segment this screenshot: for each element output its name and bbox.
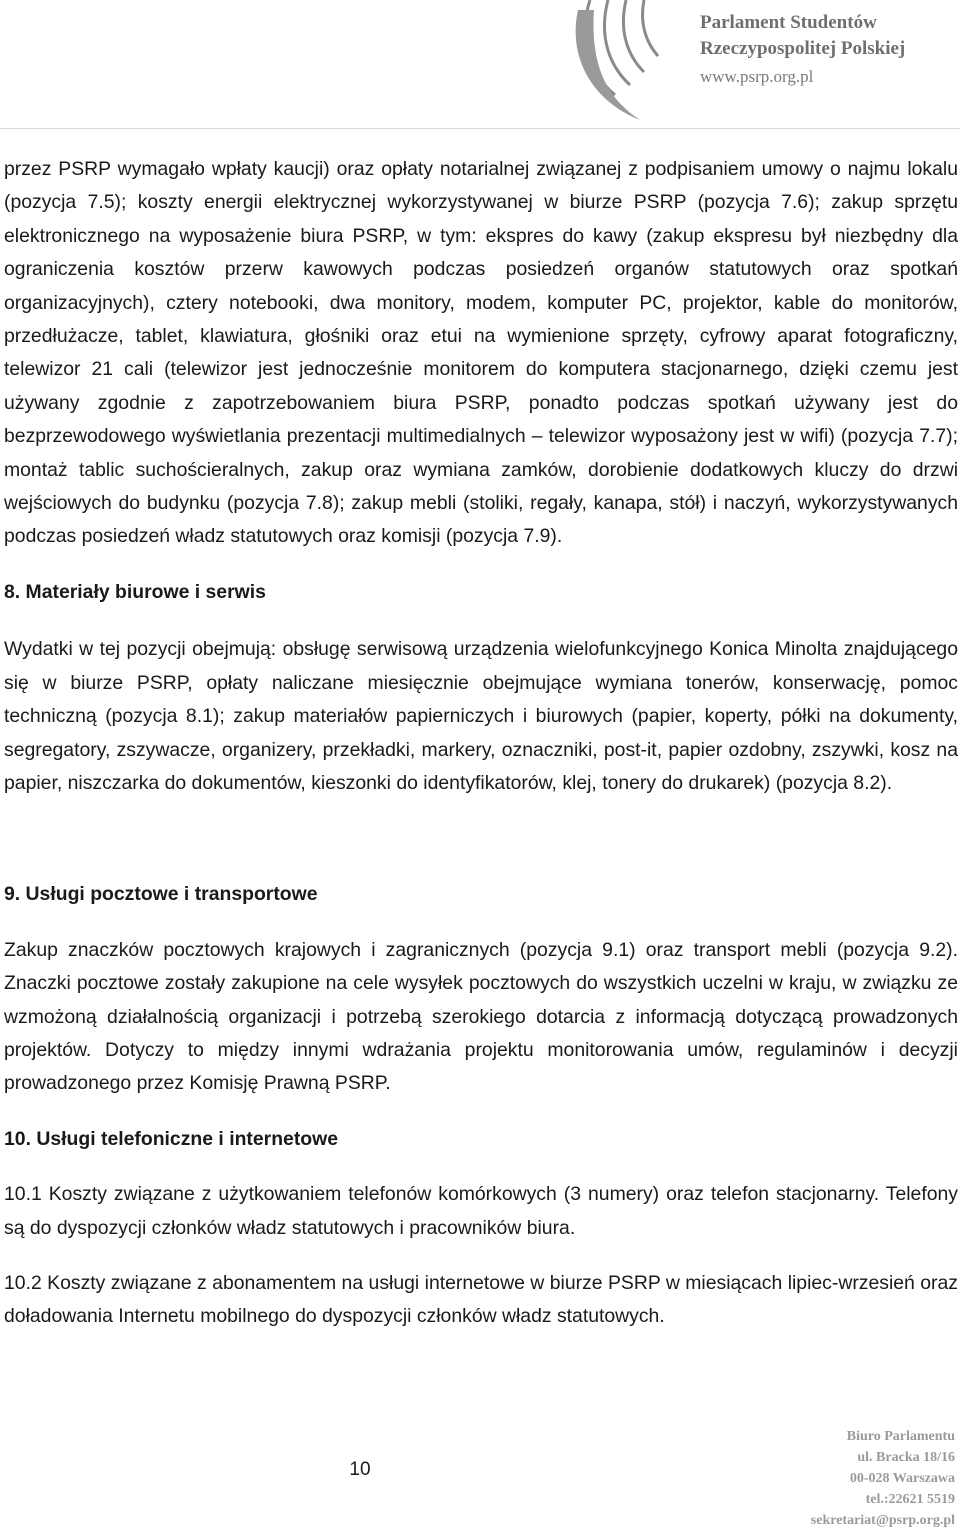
org-url: www.psrp.org.pl — [700, 67, 814, 86]
page-number: 10 — [349, 1459, 371, 1480]
section-10-1-paragraph: 10.1 Koszty związane z użytkowaniem telefonów komórkowych (3 numery) oraz telefon stacjonarny. Telefony są do dyspozycji członków władz statutowych i pracowników biura. — [4, 1183, 958, 1239]
header-org-block — [700, 10, 950, 92]
section-8-heading: 8. Materiały biurowe i serwis — [4, 580, 266, 603]
org-name-line1: Parlament Studentów — [700, 12, 877, 33]
header-divider — [0, 128, 960, 129]
footer-city: 00-028 Warszawa — [849, 1471, 955, 1486]
footer-office-name: Biuro Parlamentu — [846, 1429, 955, 1444]
section-9-paragraph: Zakup znaczków pocztowych krajowych i zagranicznych (pozycja 9.1) oraz transport mebli (pozycja 9.2). Znaczki pocztowe zostały zakupione na cele wysyłek pocztowych do wszystkich uczelni w kraju, w związku ze wzmożoną działalnością organizacji i potrzebą szerokiego dotarcia z informacją dotyczącą prowadzonych projektów. Dotyczy to między innymi wdrażania projektu monitorowania umów, regulaminów i decyzji prowadzonego przez Komisję Prawną PSRP. — [4, 938, 958, 1095]
page-header — [0, 0, 960, 130]
footer-street: ul. Bracka 18/16 — [857, 1450, 955, 1465]
section-10-2-paragraph: 10.2 Koszty związane z abonamentem na usługi internetowe w biurze PSRP w miesiącach lipiec-wrzesień oraz doładowania Internetu mobilnego do dyspozycji członków władz statutowych. — [4, 1271, 958, 1328]
document-body — [4, 153, 958, 1334]
section-10-heading: 10. Usługi telefoniczne i internetowe — [4, 1127, 339, 1150]
footer-email: sekretariat@psrp.org.pl — [810, 1513, 955, 1528]
footer-phone: tel.:22621 5519 — [865, 1492, 955, 1507]
section-9-heading: 9. Usługi pocztowe i transportowe — [4, 883, 318, 906]
section-8-paragraph: Wydatki w tej pozycji obejmują: obsługę serwisową urządzenia wielofunkcyjnego Konica Minolta znajdującego się w biurze PSRP, opłaty naliczane miesięcznie obejmujące wymiana tonerów, konserwację, pomoc techniczną (pozycja 8.1); zakup materiałów papierniczych i biurowych (papier, koperty, półki na dokumenty, segregatory, zszywacze, organizery, przekładki, markery, oznaczniki, post-it, papier ozdobny, zszywki, kosz na papier, niszczarka do dokumentów, kieszonki do identyfikatorów, klej, tonery do drukarek) (pozycja 8.2). — [4, 638, 958, 794]
org-name-line2: Rzeczypospolitej Polskiej — [700, 38, 906, 59]
continuation-paragraph: przez PSRP wymagało wpłaty kaucji) oraz opłaty notarialnej związanej z podpisaniem umowy o najmu lokalu (pozycja 7.5); koszty energii elektrycznej wykorzystywanej w biurze PSRP (pozycja 7.6); zakup sprzętu elektronicznego na wyposażenie biura PSRP, w tym: ekspres do kawy (zakup ekspresu był niezbędny dla ograniczenia kosztów przerw kawowych podczas posiedzeń organów statutowych oraz spotkań organizacyjnych), cztery notebooki, dwa monitory, modem, komputer PC, projektor, kable do monitorów, przedłużacze, tablet, klawiatura, głośniki oraz etui na wymienione sprzęty, cyfrowy aparat fotograficzny, telewizor 21 cali (telewizor jest jednocześnie monitorem do komputera stacjonarnego, dzięki czemu jest używany zgodnie z zapotrzebowaniem biura PSRP, ponadto podczas spotkań używany jest do bezprzewodowego wyświetlania prezentacji multimedialnych – telewizor wyposażony jest w wifi) (pozycja 7.7); montaż tablic suchościeralnych, zakup oraz wymiana zamków, dorobienie dodatkowych kluczy do drzwi wejściowych do budynku (pozycja 7.8); zakup mebli (stoliki, regały, kanapa, stół) i naczyń, wykorzystywanych podczas posiedzeń władz statutowych oraz komisji (pozycja 7.9). — [4, 158, 958, 548]
psrp-logo-icon — [560, 0, 695, 125]
footer-address-block — [780, 1426, 955, 1531]
